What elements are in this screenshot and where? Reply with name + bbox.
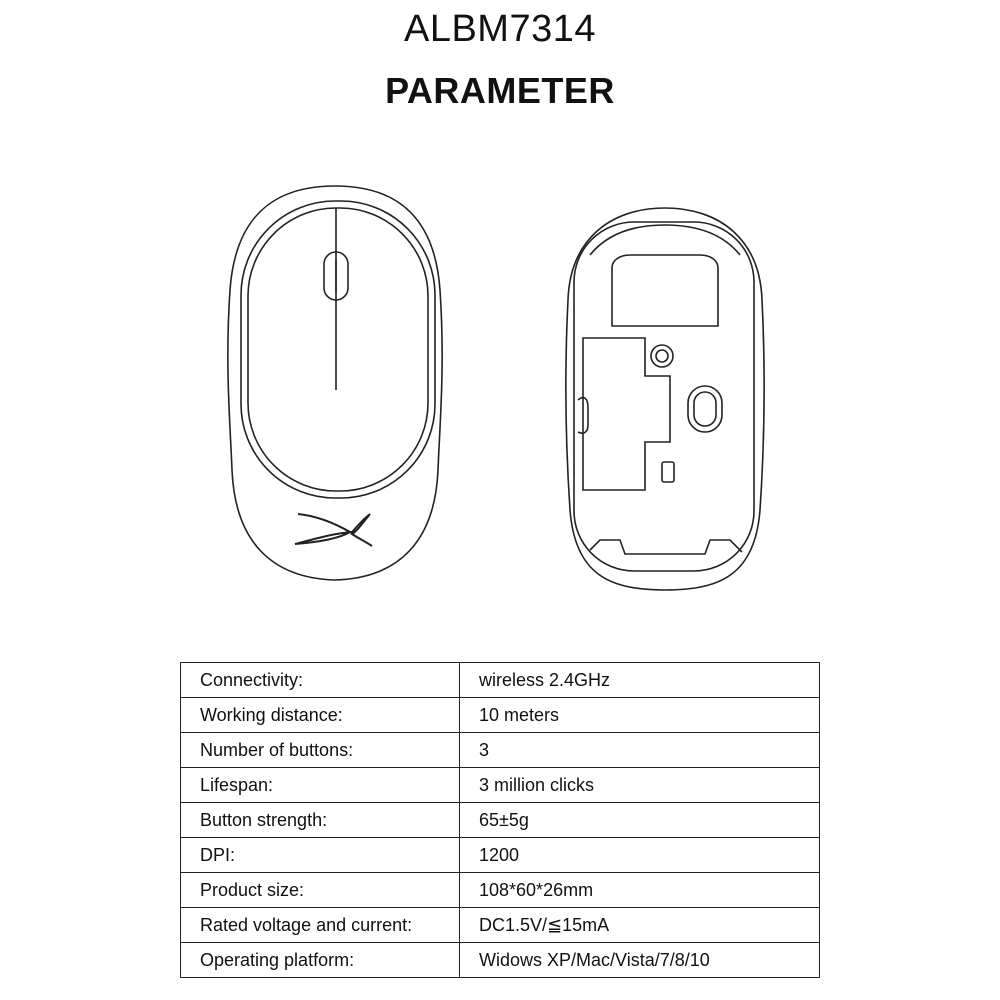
mouse-top-view (228, 186, 442, 580)
spec-label: Number of buttons: (181, 733, 460, 768)
spec-value: 3 (460, 733, 820, 768)
table-row (181, 768, 820, 803)
spec-value: DC1.5V/≦15mA (460, 908, 820, 943)
spec-value: 108*60*26mm (460, 873, 820, 908)
spec-table (180, 662, 820, 978)
page-heading: PARAMETER (385, 70, 615, 111)
table-row (181, 663, 820, 698)
spec-value: 3 million clicks (460, 768, 820, 803)
spec-value: 10 meters (460, 698, 820, 733)
table-row (181, 733, 820, 768)
spec-label: Lifespan: (181, 768, 460, 803)
brand-logo-icon (295, 514, 372, 546)
mouse-bottom-view (566, 208, 764, 590)
spec-label: Product size: (181, 873, 460, 908)
product-drawings (0, 180, 1000, 600)
spec-label: Connectivity: (181, 663, 460, 698)
spec-label: Operating platform: (181, 943, 460, 978)
spec-label: Rated voltage and current: (181, 908, 460, 943)
spec-value: 65±5g (460, 803, 820, 838)
table-row (181, 838, 820, 873)
spec-value: Widows XP/Mac/Vista/7/8/10 (460, 943, 820, 978)
table-row (181, 873, 820, 908)
table-row (181, 803, 820, 838)
spec-label: Working distance: (181, 698, 460, 733)
spec-label: Button strength: (181, 803, 460, 838)
spec-value: 1200 (460, 838, 820, 873)
table-row (181, 698, 820, 733)
spec-value: wireless 2.4GHz (460, 663, 820, 698)
table-row (181, 943, 820, 978)
model-number: ALBM7314 (403, 8, 596, 50)
table-row (181, 908, 820, 943)
spec-label: DPI: (181, 838, 460, 873)
